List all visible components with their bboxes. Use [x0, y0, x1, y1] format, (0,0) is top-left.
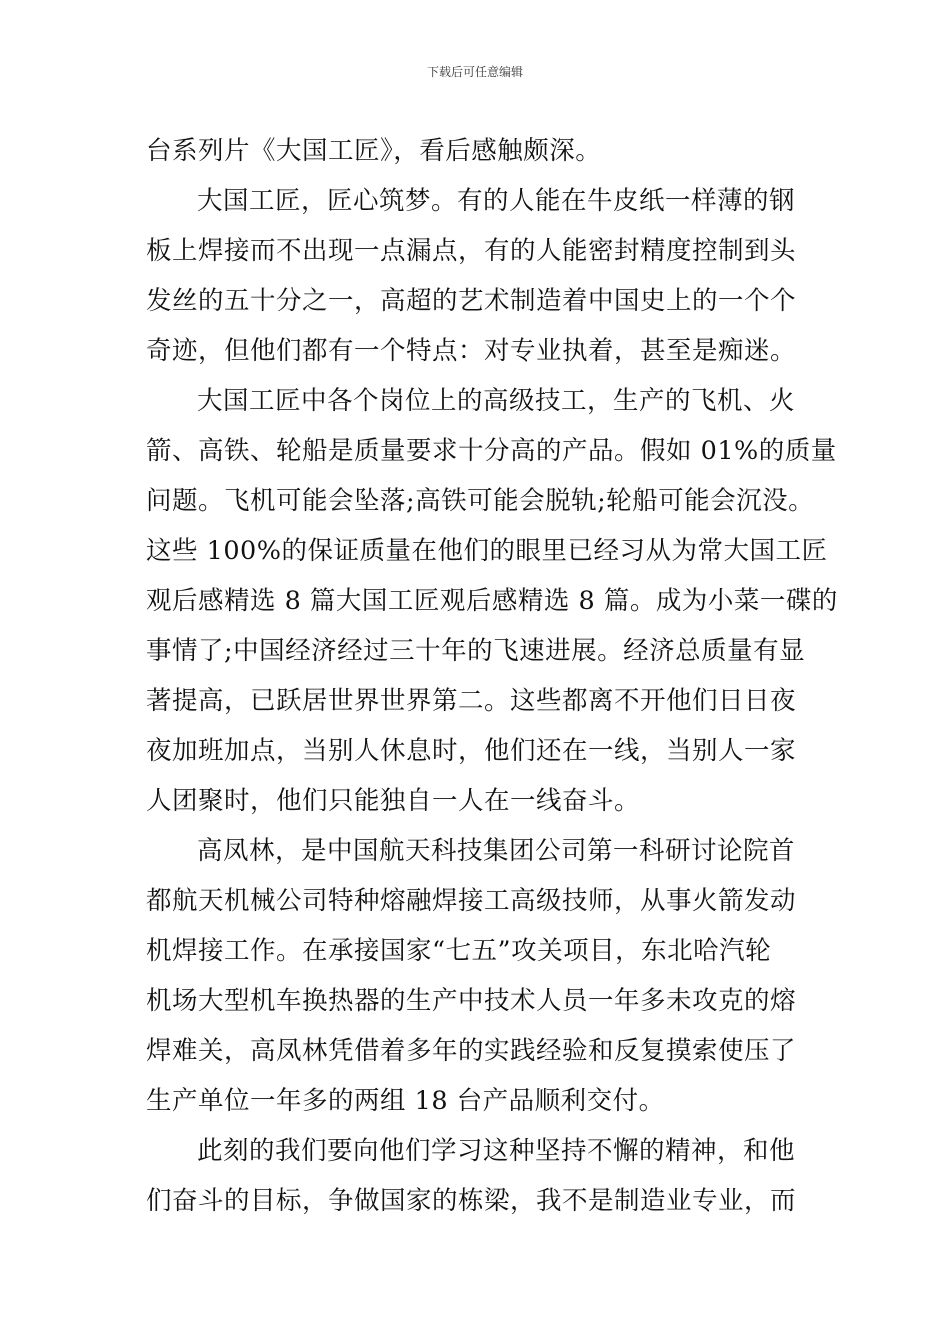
text-line: 机场大型机车换热器的生产中技术人员一年多未攻克的熔: [146, 986, 797, 1016]
text-line: 这些 100%的保证质量在他们的眼里已经习从为常大国工匠: [146, 536, 828, 566]
text-line: 们奋斗的目标，争做国家的栋梁，我不是制造业专业，而: [146, 1186, 797, 1216]
document-body: [146, 126, 838, 1226]
text-line: 焊难关，高凤林凭借着多年的实践经验和反复摸索使压了: [146, 1036, 797, 1066]
text-line: 大国工匠中各个岗位上的高级技工，生产的飞机、火: [197, 386, 796, 416]
text-line: 人团聚时，他们只能独自一人在一线奋斗。: [146, 786, 641, 816]
text-line: 观后感精选 8 篇大国工匠观后感精选 8 篇。成为小菜一碟的: [146, 586, 838, 616]
text-line: 机焊接工作。在承接国家“七五”攻关项目，东北哈汽轮: [146, 936, 772, 966]
text-line: 高凤林，是中国航天科技集团公司第一科研讨论院首: [197, 836, 796, 866]
text-line: 台系列片《大国工匠》，看后感触颇深。: [146, 136, 602, 166]
text-line: 著提高，已跃居世界世界第二。这些都离不开他们日日夜: [146, 686, 797, 716]
text-line: 板上焊接而不出现一点漏点，有的人能密封精度控制到头: [146, 236, 797, 266]
text-line: 夜加班加点，当别人休息时，他们还在一线，当别人一家: [146, 736, 797, 766]
text-line: 此刻的我们要向他们学习这种坚持不懈的精神，和他: [197, 1136, 796, 1166]
text-line: 事情了;中国经济经过三十年的飞速进展。经济总质量有显: [146, 636, 806, 666]
text-line: 发丝的五十分之一，高超的艺术制造着中国史上的一个个: [146, 286, 797, 316]
text-line: 大国工匠，匠心筑梦。有的人能在牛皮纸一样薄的钢: [197, 186, 796, 216]
text-line: 问题。飞机可能会坠落;高铁可能会脱轨;轮船可能会沉没。: [146, 486, 815, 516]
text-line: 生产单位一年多的两组 18 台产品顺利交付。: [146, 1086, 665, 1116]
text-line: 都航天机械公司特种熔融焊接工高级技师，从事火箭发动: [146, 886, 797, 916]
text-line: 奇迹，但他们都有一个特点：对专业执着，甚至是痴迷。: [146, 336, 797, 366]
page-header: 下载后可任意编辑: [426, 65, 523, 79]
text-line: 箭、高铁、轮船是质量要求十分高的产品。假如 01%的质量: [146, 436, 837, 466]
